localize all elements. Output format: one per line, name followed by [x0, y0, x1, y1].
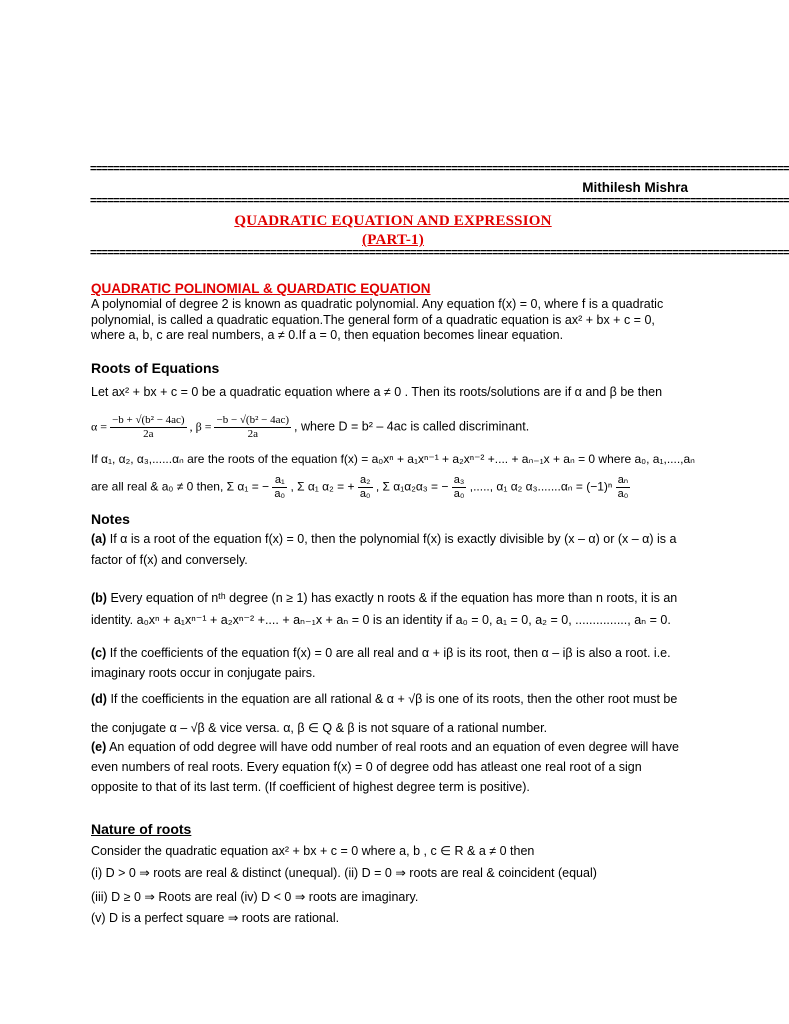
- note-b-text-1: Every equation of nᵗʰ degree (n ≥ 1) has exactly n roots & if the equation has more than n roots, it is an: [106, 591, 678, 605]
- nature-line-4: (v) D is a perfect square ⇒ roots are rational.: [91, 911, 340, 925]
- frac3-den: a₀: [453, 488, 465, 500]
- author-name: Mithilesh Mishra: [582, 180, 688, 195]
- nature-line-1: Consider the quadratic equation ax² + bx + c = 0 where a, b , c ∈ R & a ≠ 0 then: [91, 844, 535, 858]
- note-a-label: (a): [91, 532, 107, 546]
- note-d-text-1: If the coefficients in the equation are all rational & α + √β is one of its roots, then the other root must be: [106, 692, 678, 706]
- frac1-den: a₀: [274, 488, 286, 500]
- beta-numerator: −b − √(b² − 4ac): [216, 414, 290, 426]
- frac4-den: a₀: [617, 488, 629, 500]
- roots-line-1: Let ax² + bx + c = 0 be a quadratic equation where a ≠ 0 . Then its roots/solutions are if α and β be then: [91, 385, 663, 399]
- note-c-text-1: If the coefficients of the equation f(x) = 0 are all real and α + iβ is its root, then α – iβ is also a root. i.e.: [106, 646, 671, 660]
- note-e-line-3: opposite to that of its last term. (If coefficient of highest degree term is positive).: [91, 780, 530, 794]
- note-d-label: (d): [91, 692, 107, 706]
- product-roots-label: ,....., α₁ α₂ α₃.......αₙ = (−1)ⁿ: [469, 479, 613, 494]
- frac3-num: a₃: [452, 474, 467, 488]
- note-e-label: (e): [91, 740, 107, 754]
- frac2-num: a₂: [358, 474, 373, 488]
- note-e-line-1: [91, 740, 679, 754]
- sum-triples-label: , Σ α₁α₂α₃ = −: [375, 479, 449, 494]
- separator-3: ========================================================================================================================: [90, 247, 789, 259]
- sum-pairs-label: , Σ α₁ α₂ = +: [290, 479, 355, 494]
- note-d-line-2: the conjugate α – √β & vice versa. α, β ∈ Q & β is not square of a rational number.: [91, 721, 548, 735]
- note-e-line-2: even numbers of real roots. Every equation f(x) = 0 of degree odd has atleast one real root of a sign: [91, 760, 642, 774]
- section-heading-notes: Notes: [91, 511, 130, 527]
- note-b-line-2: identity. a₀xⁿ + a₁xⁿ⁻¹ + a₂xⁿ⁻² +.... + aₙ₋₁x + aₙ = 0 is an identity if a₀ = 0, a₁ = 0, a₂ = 0, ..............., aₙ = 0.: [91, 613, 671, 627]
- note-b-label: (b): [91, 591, 107, 605]
- note-a-line-1: [91, 532, 676, 546]
- note-a-text-1: If α is a root of the equation f(x) = 0, then the polynomial f(x) is exactly divisible by (x – α) or (x – α) is a: [106, 532, 677, 546]
- note-d-line-1: [91, 692, 677, 706]
- note-c-line-2: imaginary roots occur in conjugate pairs.: [91, 666, 316, 680]
- page-subtitle: (PART-1): [362, 232, 424, 248]
- beta-label: , β =: [189, 419, 212, 434]
- frac1-num: a₁: [272, 474, 287, 488]
- nature-line-2: (i) D > 0 ⇒ roots are real & distinct (unequal). (ii) D = 0 ⇒ roots are real & coincident (equal): [91, 866, 597, 880]
- note-e-text-1: An equation of odd degree will have odd number of real roots and an equation of even degree will have: [106, 740, 679, 754]
- intro-line-3: where a, b, c are real numbers, a ≠ 0.If a = 0, then equation becomes linear equation.: [91, 328, 564, 342]
- intro-line-1: A polynomial of degree 2 is known as quadratic polynomial. Any equation f(x) = 0, where f is a quadratic: [91, 297, 664, 311]
- note-c-line-1: [91, 646, 671, 660]
- frac4-num: aₙ: [616, 474, 631, 488]
- note-b-line-1: [91, 591, 677, 605]
- separator-2: ========================================================================================================================: [90, 195, 789, 207]
- page-title: QUADRATIC EQUATION AND EXPRESSION: [234, 213, 552, 229]
- nature-line-3: (iii) D ≥ 0 ⇒ Roots are real (iv) D < 0 ⇒ roots are imaginary.: [91, 890, 419, 904]
- alpha-label: α =: [91, 419, 108, 434]
- separator-top: ========================================================================================================================: [90, 163, 789, 175]
- beta-denominator: 2a: [247, 428, 258, 440]
- note-c-label: (c): [91, 646, 107, 660]
- note-a-line-2: factor of f(x) and conversely.: [91, 553, 248, 567]
- section-heading-nature: Nature of roots: [91, 821, 192, 837]
- discriminant-text: , where D = b² – 4ac is called discriminant.: [294, 419, 530, 434]
- section-heading-roots: Roots of Equations: [91, 360, 220, 376]
- roots-line-4: [91, 474, 630, 501]
- frac2-den: a₀: [359, 488, 371, 500]
- alpha-denominator: 2a: [143, 428, 154, 440]
- roots-formula: [91, 414, 529, 441]
- alpha-numerator: −b + √(b² − 4ac): [112, 414, 185, 426]
- intro-line-2: polynomial, is called a quadratic equation.The general form of a quadratic equation is ax² + bx + c = 0,: [91, 313, 655, 327]
- sum-roots-label: are all real & a₀ ≠ 0 then, Σ α₁ = −: [91, 479, 270, 494]
- section-heading-polynomial: QUADRATIC POLINOMIAL & QUARDATIC EQUATION: [91, 281, 431, 296]
- roots-line-3: If α₁, α₂, α₃,......αₙ are the roots of the equation f(x) = a₀xⁿ + a₁xⁿ⁻¹ + a₂xⁿ⁻² +.... + aₙ₋₁x + aₙ = 0 where a₀, a₁,....,aₙ: [91, 452, 695, 466]
